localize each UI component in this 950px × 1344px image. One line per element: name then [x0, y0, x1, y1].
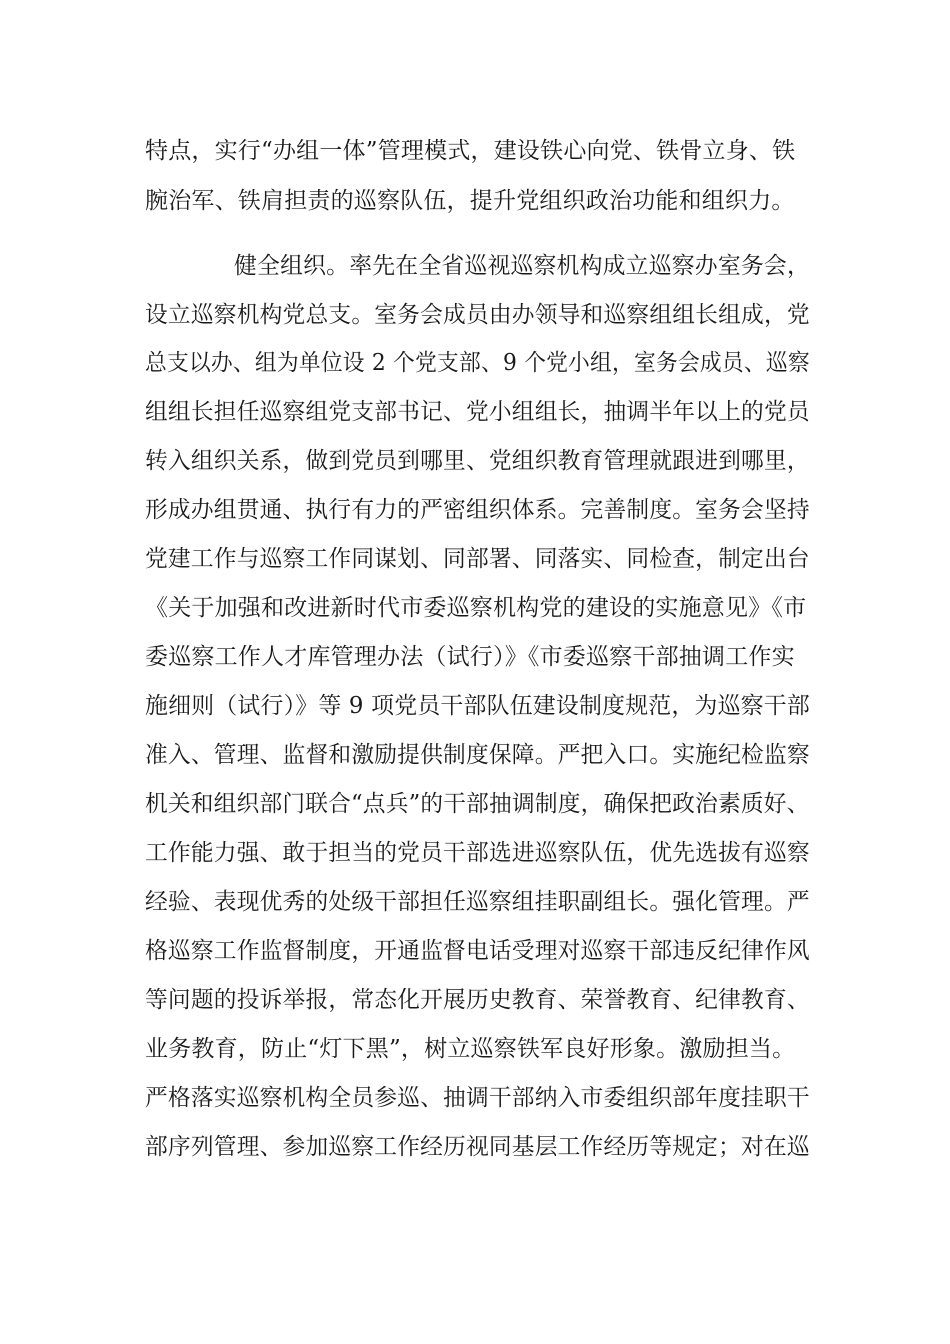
text-line-3-paragraph-start: 健全组织。率先在全省巡视巡察机构成立巡察办室务会，	[234, 253, 810, 279]
text-line-2: 腕治军、铁肩担责的巡察队伍，提升党组织政治功能和组织力。	[145, 188, 795, 214]
text-line-17: 格巡察工作监督制度，开通监督电话受理对巡察干部违反纪律作风	[145, 938, 810, 964]
text-line-14: 机关和组织部门联合“点兵”的干部抽调制度，确保把政治素质好、	[145, 791, 810, 817]
text-line-4: 设立巡察机构党总支。室务会成员由办领导和巡察组组长组成，党	[145, 302, 810, 328]
text-line-1: 特点，实行“办组一体”管理模式，建设铁心向党、铁骨立身、铁	[145, 138, 796, 164]
text-line-19: 业务教育，防止“灯下黑”，树立巡察铁军良好形象。激励担当。	[145, 1036, 796, 1062]
text-line-13: 准入、管理、监督和激励提供制度保障。严把入口。实施纪检监察	[145, 742, 810, 768]
text-line-21: 部序列管理、参加巡察工作经历视同基层工作经历等规定；对在巡	[145, 1134, 810, 1160]
text-line-15: 工作能力强、敢于担当的党员干部选进巡察队伍，优先选拔有巡察	[145, 840, 810, 866]
text-line-6: 组组长担任巡察组党支部书记、党小组组长，抽调半年以上的党员	[145, 399, 810, 425]
text-line-7: 转入组织关系，做到党员到哪里、党组织教育管理就跟进到哪里，	[145, 448, 810, 474]
text-line-5: 总支以办、组为单位设 2 个党支部、9 个党小组，室务会成员、巡察	[145, 350, 810, 376]
text-line-20: 严格落实巡察机构全员参巡、抽调干部纳入市委组织部年度挂职干	[145, 1085, 810, 1111]
text-line-18: 等问题的投诉举报，常态化开展历史教育、荣誉教育、纪律教育、	[145, 987, 810, 1013]
text-line-12: 施细则（试行）》等 9 项党员干部队伍建设制度规范，为巡察干部	[145, 693, 810, 719]
text-line-11: 委巡察工作人才库管理办法（试行）》《市委巡察干部抽调工作实	[145, 644, 795, 670]
text-line-8: 形成办组贯通、执行有力的严密组织体系。完善制度。室务会坚持	[145, 497, 810, 523]
text-line-10: 《关于加强和改进新时代市委巡察机构党的建设的实施意见》《市	[145, 595, 807, 621]
text-line-9: 党建工作与巡察工作同谋划、同部署、同落实、同检查，制定出台	[145, 546, 810, 572]
text-line-16: 经验、表现优秀的处级干部担任巡察组挂职副组长。强化管理。严	[145, 889, 810, 915]
